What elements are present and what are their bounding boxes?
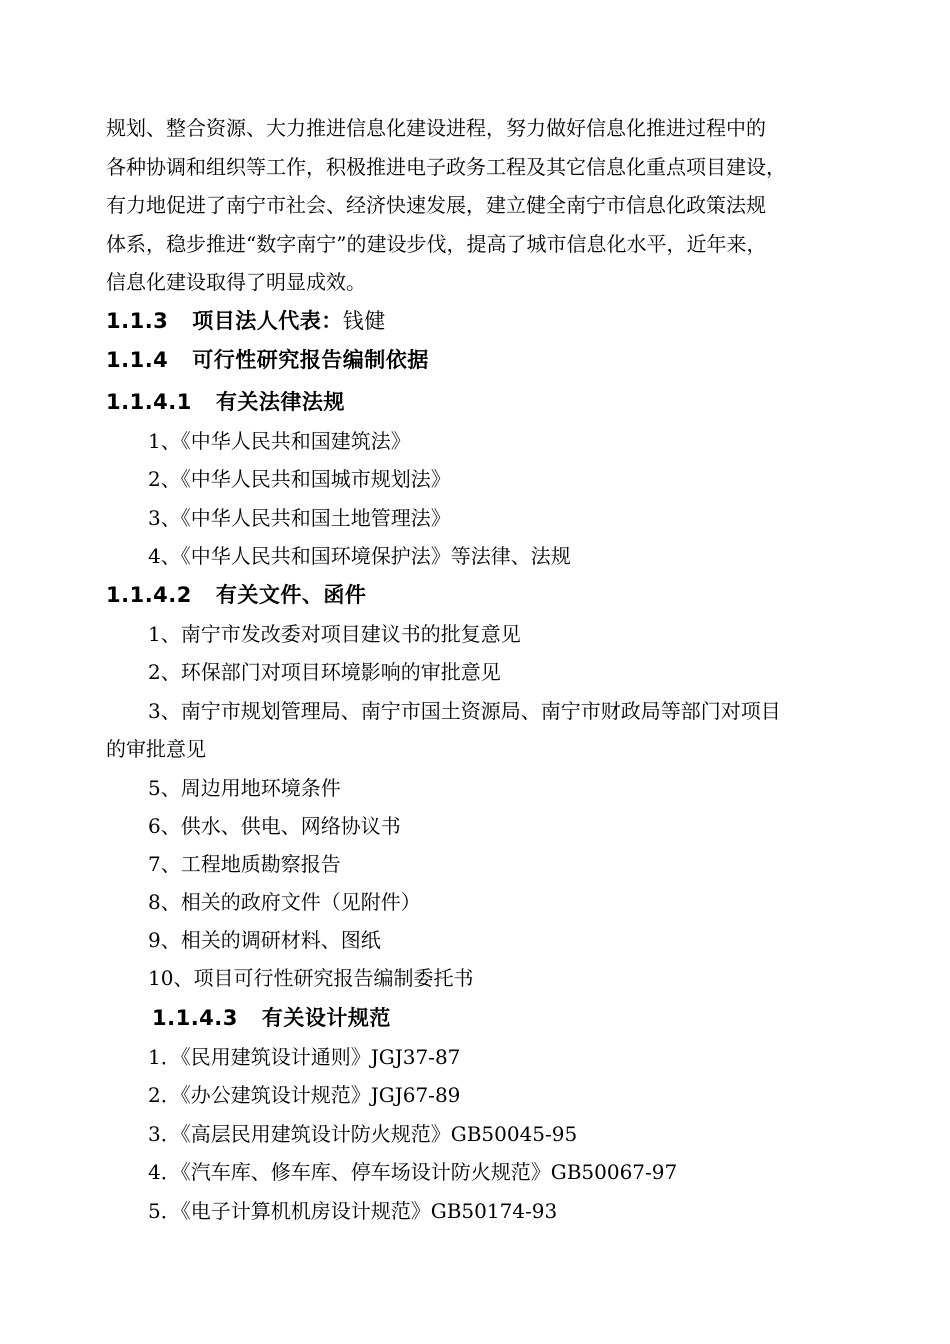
heading-1-1-4-2 [106, 583, 366, 607]
heading-title: 有关设计规范 [261, 1006, 391, 1030]
heading-1-1-4-3 [152, 1006, 391, 1030]
heading-number: 1.1.4.2 [106, 583, 192, 607]
list-item: 2．《办公建筑设计规范》JGJ67-89 [148, 1083, 461, 1107]
intro-line-3: 有力地促进了南宁市社会、经济快速发展，建立健全南宁市信息化政策法规 [106, 193, 766, 217]
heading-number: 1.1.4.3 [152, 1006, 238, 1030]
list-item: 8、相关的政府文件（见附件） [148, 890, 421, 914]
list-item: 3、南宁市规划管理局、南宁市国土资源局、南宁市财政局等部门对项目 [148, 699, 781, 723]
heading-title: 有关文件、函件 [215, 583, 367, 607]
list-item: 1．《民用建筑设计通则》JGJ37-87 [148, 1045, 461, 1069]
heading-number: 1.1.4 [106, 348, 169, 372]
heading-title: 可行性研究报告编制依据 [192, 348, 429, 372]
list-item: 2、环保部门对项目环境影响的审批意见 [148, 660, 501, 684]
intro-line-4: 体系，稳步推进“数字南宁”的建设步伐，提高了城市信息化水平，近年来， [106, 232, 767, 256]
list-item: 9、相关的调研材料、图纸 [148, 928, 381, 952]
intro-line-1: 规划、整合资源、大力推进信息化建设进程，努力做好信息化推进过程中的 [106, 116, 766, 140]
heading-number: 1.1.4.1 [106, 390, 192, 414]
heading-number: 1.1.3 [106, 309, 169, 333]
list-item: 5．《电子计算机机房设计规范》GB50174-93 [148, 1199, 558, 1223]
legal-representative-name: 钱健 [342, 309, 386, 333]
list-item: 3．《高层民用建筑设计防火规范》GB50045-95 [148, 1122, 578, 1146]
list-item: 1、南宁市发改委对项目建议书的批复意见 [148, 622, 521, 646]
heading-title: 有关法律法规 [215, 390, 345, 414]
list-item: 5、周边用地环境条件 [148, 776, 341, 800]
heading-1-1-4-1 [106, 390, 345, 414]
list-item: 7、工程地质勘察报告 [148, 852, 341, 876]
heading-1-1-4 [106, 348, 429, 372]
intro-line-5: 信息化建设取得了明显成效。 [106, 270, 366, 294]
list-item: 4、《中华人民共和国环境保护法》等法律、法规 [148, 544, 571, 568]
list-item: 3、《中华人民共和国土地管理法》 [148, 506, 451, 530]
list-item: 6、供水、供电、网络协议书 [148, 814, 401, 838]
intro-line-2: 各种协调和组织等工作，积极推进电子政务工程及其它信息化重点项目建设， [106, 155, 786, 179]
list-item: 10、项目可行性研究报告编制委托书 [148, 966, 474, 990]
list-item-continuation: 的审批意见 [106, 737, 206, 761]
heading-title: 项目法人代表： [192, 309, 343, 333]
list-item: 4．《汽车库、修车库、停车场设计防火规范》GB50067-97 [148, 1160, 678, 1184]
heading-1-1-3 [106, 309, 386, 333]
list-item: 2、《中华人民共和国城市规划法》 [148, 467, 451, 491]
list-item: 1、《中华人民共和国建筑法》 [148, 429, 411, 453]
